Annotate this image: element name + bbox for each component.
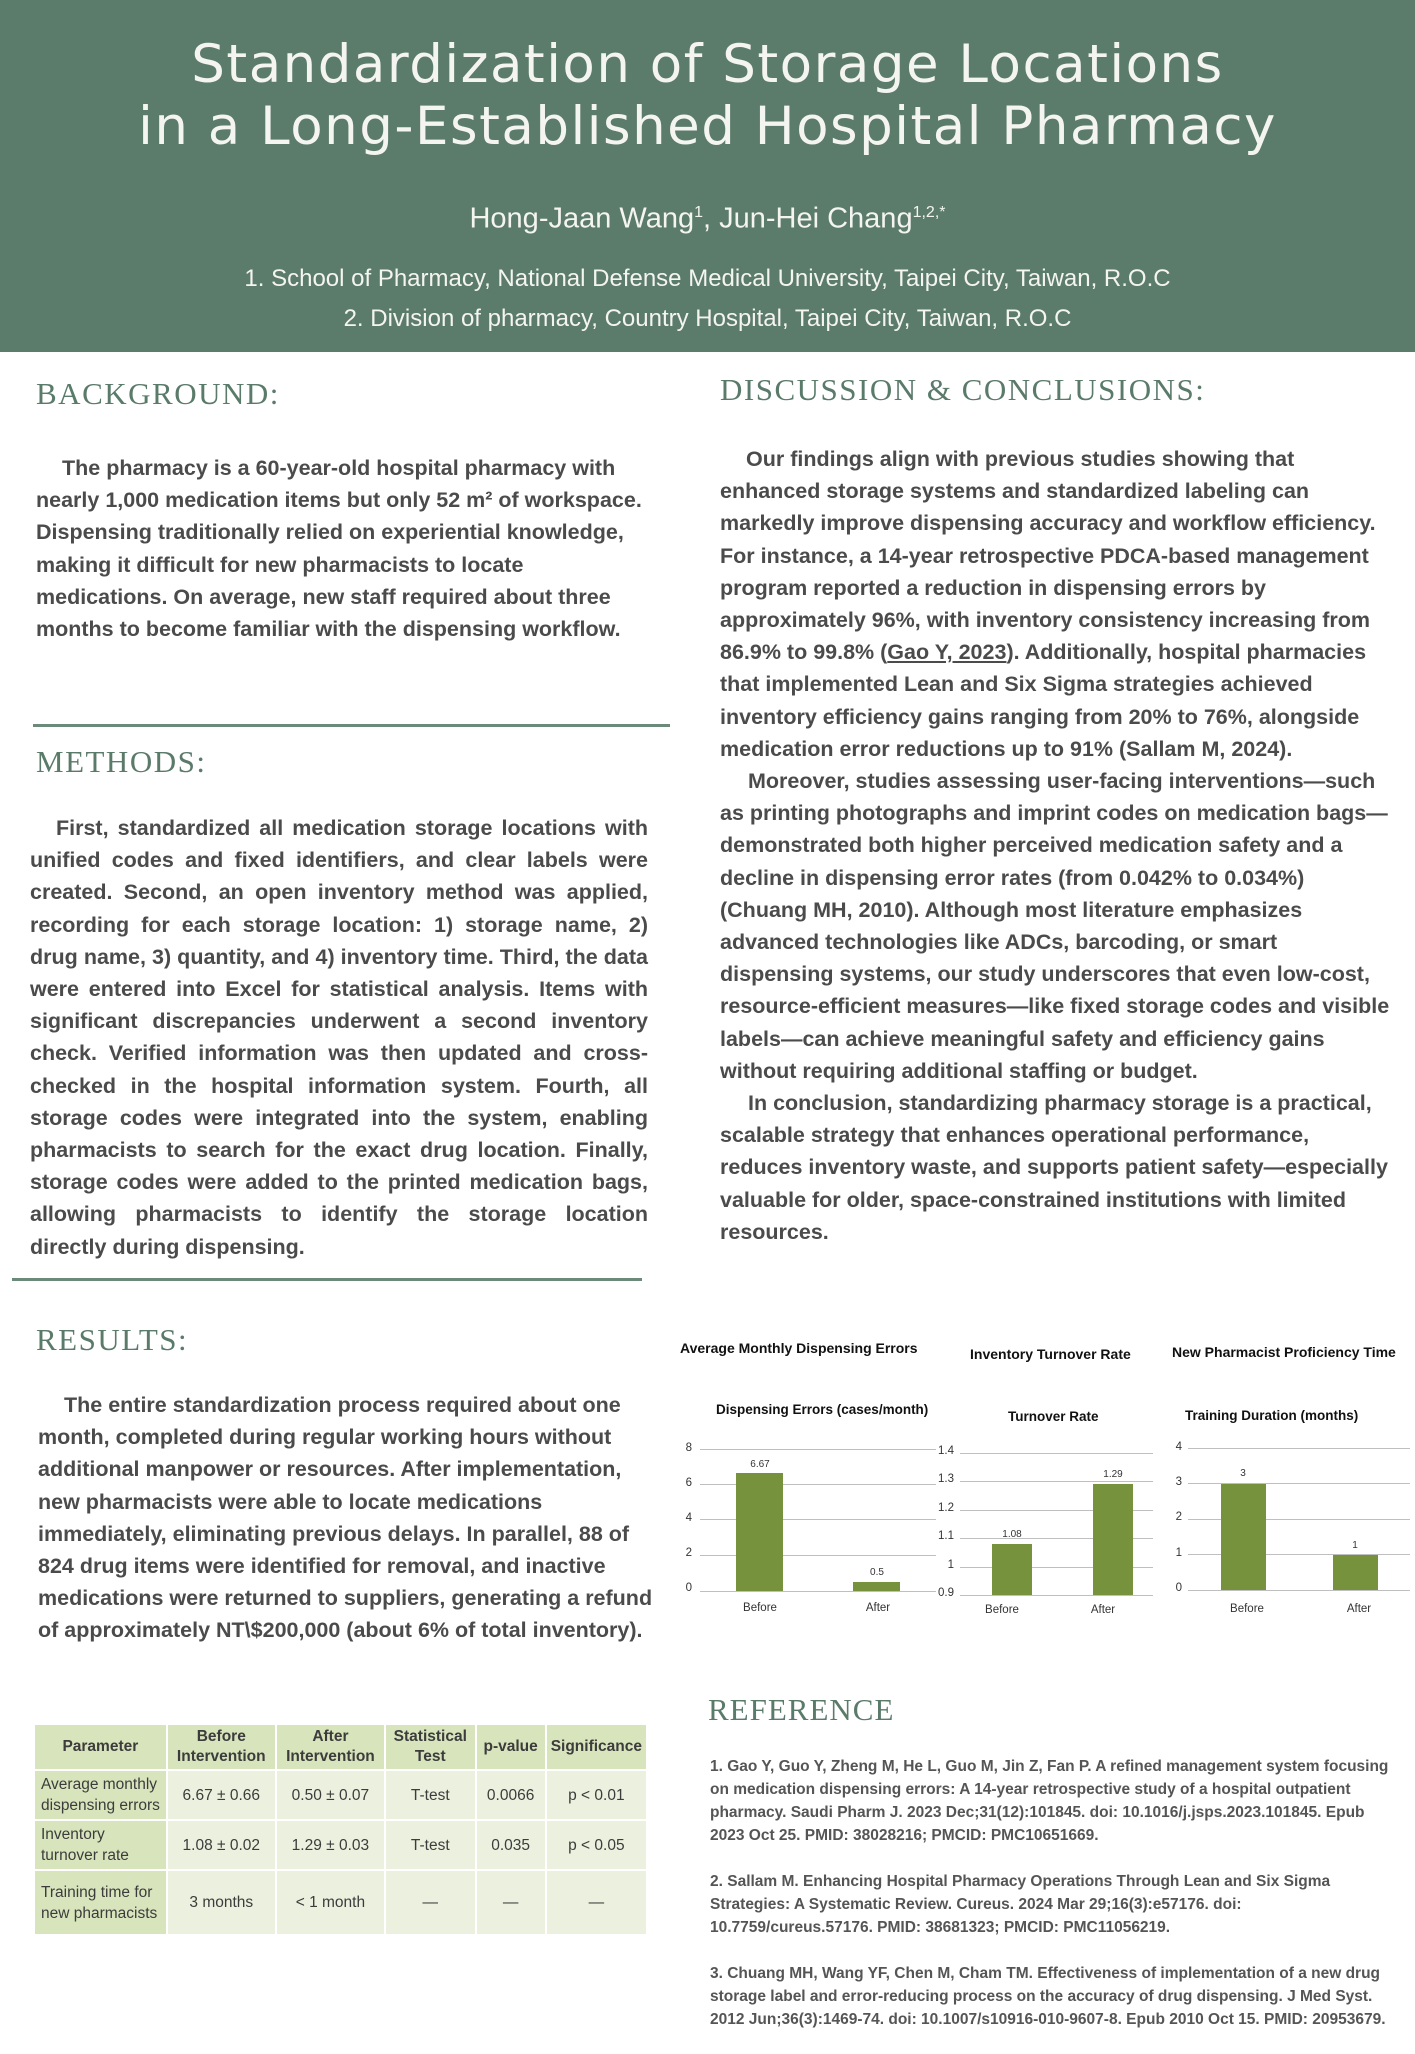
bar-after — [1333, 1555, 1378, 1590]
title-line-2: in a Long-Established Hospital Pharmacy — [138, 96, 1277, 157]
discussion-paragraph-1 — [720, 443, 1392, 765]
table-cell: Average monthly dispensing errors — [34, 1770, 167, 1820]
methods-text — [30, 812, 648, 1263]
section-divider — [12, 1278, 642, 1281]
table-row — [34, 1870, 647, 1935]
chart-title: Inventory Turnover Rate — [970, 1346, 1131, 1362]
chart-turnover-rate — [938, 1340, 1150, 1616]
table-cell: 0.0066 — [476, 1770, 546, 1820]
plot-area — [960, 1453, 1153, 1596]
chart-dispensing-errors — [680, 1340, 935, 1614]
chart-subtitle: Turnover Rate — [1008, 1409, 1099, 1424]
affiliation-2: 2. Division of pharmacy, Country Hospital, Taipei City, Taiwan, R.O.C — [343, 305, 1072, 332]
author-1: Hong-Jaan Wang — [469, 202, 695, 235]
bar-before — [1221, 1484, 1266, 1590]
x-label: After — [1346, 1603, 1372, 1615]
table-header: Parameter — [34, 1724, 167, 1770]
poster-header — [0, 0, 1415, 352]
x-label: After — [1090, 1604, 1116, 1616]
section-divider — [33, 724, 670, 727]
reference-list — [710, 1755, 1390, 2054]
x-label: Before — [1230, 1603, 1264, 1615]
y-tick: 1 — [947, 1559, 954, 1571]
bar-before — [992, 1544, 1032, 1595]
bar-after — [853, 1582, 900, 1591]
author-1-affiliation: 1 — [694, 204, 703, 221]
y-tick: 1.1 — [938, 1530, 954, 1542]
table-cell: Inventory turnover rate — [34, 1820, 167, 1870]
chart-subtitle: Training Duration (months) — [1185, 1408, 1359, 1423]
table-cell: < 1 month — [276, 1870, 385, 1935]
reference-item: 3. Chuang MH, Wang YF, Chen M, Cham TM. Effectiveness of implementation of a new drug storage label and error-reducing process on the accuracy of drug dispensing. J Med Syst. 2012 Jun;36(3):1469-74. doi: 10.1007/s10916-010-9607-8. Epub 2010 Oct 15. PMID: 20953679. — [710, 1965, 1386, 2028]
table-cell: p < 0.01 — [546, 1770, 647, 1820]
chart-training-duration — [1172, 1340, 1412, 1615]
gridline — [960, 1453, 1153, 1454]
y-tick: 6 — [685, 1477, 692, 1489]
table-cell: p < 0.05 — [546, 1820, 647, 1870]
results-paragraph: The entire standardization process required about one month, completed during regular working hours without additional manpower or resources. After implementation, new pharmacists were able to locate medications immediately, eliminating previous delays. In parallel, 88 of 824 drug items were identified for removal, and inactive medications were returned to suppliers, generating a refund of approximately NT\$200,000 (about 6% of total inventory). — [38, 1393, 653, 1643]
chart-title: Average Monthly Dispensing Errors — [680, 1340, 918, 1356]
author-separator: , — [703, 202, 720, 235]
background-paragraph: The pharmacy is a 60-year-old hospital pharmacy with nearly 1,000 medication items but only 52 m² of workspace. Dispensing traditionally relied on experiential knowledge, making it difficult for new pharmacists to locate medications. On average, new staff required about three months to become familiar with the dispensing workflow. — [36, 456, 642, 642]
table-header: p-value — [476, 1724, 546, 1770]
y-tick: 4 — [685, 1512, 692, 1524]
table-header: After Intervention — [276, 1724, 385, 1770]
y-tick: 2 — [1175, 1511, 1182, 1523]
discussion-paragraph-3: In conclusion, standardizing pharmacy storage is a practical, scalable strategy that enhances operational performance, reduces inventory waste, and supports patient safety—especially valuable for older, space-constrained institutions with limited resources. — [720, 1091, 1388, 1244]
gridline — [1188, 1448, 1410, 1449]
table-cell: 1.08 ± 0.02 — [167, 1820, 276, 1870]
chart-title: New Pharmacist Proficiency Time — [1172, 1344, 1396, 1360]
discussion-text — [720, 443, 1392, 1248]
author-2: Jun-Hei Chang — [719, 202, 913, 235]
citation-link-gao[interactable]: Gao Y, 2023 — [887, 640, 1007, 665]
table-cell: T-test — [385, 1820, 476, 1870]
bar-value-label: 6.67 — [750, 1459, 770, 1470]
authors — [0, 195, 1415, 237]
y-tick: 3 — [1175, 1476, 1182, 1488]
bar-value-label: 1.08 — [1002, 1529, 1022, 1540]
poster-title — [0, 34, 1415, 158]
table-cell: 3 months — [167, 1870, 276, 1935]
table-header: Statistical Test — [385, 1724, 476, 1770]
discussion-text-span: ). Additionally, hospital pharmacies that implemented Lean and Six Sigma strategies achieved inventory efficiency gains ranging from 20% to 76%, alongside medication error reductions up to 91% (Sallam M, 2024). — [720, 640, 1367, 761]
table-header: Significance — [546, 1724, 647, 1770]
bar-after — [1093, 1484, 1133, 1595]
title-line-1: Standardization of Storage Locations — [191, 34, 1224, 95]
results-title: RESULTS: — [36, 1322, 189, 1357]
results-table — [33, 1723, 648, 1936]
background-text — [36, 452, 656, 645]
x-label: Before — [985, 1604, 1019, 1616]
gridline — [700, 1449, 936, 1450]
y-tick: 0 — [685, 1582, 692, 1594]
author-2-affiliation: 1,2,* — [912, 204, 946, 221]
reference-title: REFERENCE — [708, 1692, 895, 1727]
table-cell: 1.29 ± 0.03 — [276, 1820, 385, 1870]
x-label: After — [865, 1602, 891, 1614]
reference-item: 2. Sallam M. Enhancing Hospital Pharmacy Operations Through Lean and Six Sigma Strategies: A Systematic Review. Cureus. 2024 Mar 29;16(3):e57176. doi: 10.7759/cureus.57176. PMID: 38681323; PMCID: PMC11056219. — [710, 1873, 1331, 1936]
table-cell: 0.035 — [476, 1820, 546, 1870]
bar-value-label: 0.5 — [870, 1567, 884, 1578]
table-cell: Training time for new pharmacists — [34, 1870, 167, 1935]
plot-area — [700, 1449, 936, 1592]
bar-before — [736, 1473, 783, 1591]
y-tick: 4 — [1175, 1441, 1182, 1453]
y-tick: 8 — [685, 1442, 692, 1454]
table-row — [34, 1770, 647, 1820]
chart-subtitle: Dispensing Errors (cases/month) — [716, 1402, 929, 1417]
table-header-row — [34, 1724, 647, 1770]
bar-value-label: 1.29 — [1103, 1469, 1123, 1480]
methods-paragraph: First, standardized all medication storage locations with unified codes and fixed identifiers, and clear labels were created. Second, an open inventory method was applied, recording for each storage location: 1) storage name, 2) drug name, 3) quantity, and 4) inventory time. Third, the data were entered into Excel for statistical analysis. Items with significant discrepancies underwent a second inventory check. Verified information was then updated and cross-checked in the hospital information system. Fourth, all storage codes were integrated into the system, enabling pharmacists to search for the exact drug location. Finally, storage codes were added to the printed medication bags, allowing pharmacists to identify the storage location directly during dispensing. — [30, 816, 648, 1259]
table-header: Before Intervention — [167, 1724, 276, 1770]
discussion-paragraph-2: Moreover, studies assessing user-facing interventions—such as printing photographs and imprint codes on medication bags—demonstrated both higher perceived medication safety and a decline in dispensing error rates (from 0.042% to 0.034%) (Chuang MH, 2010). Although most literature emphasizes advanced technologies like ADCs, barcoding, or smart dispensing systems, our study underscores that even low-cost, resource-efficient measures—like fixed storage codes and visible labels—can achieve meaningful safety and efficiency gains without requiring additional staffing or budget. — [720, 769, 1390, 1083]
y-tick: 1.4 — [938, 1445, 954, 1457]
reference-item: 1. Gao Y, Guo Y, Zheng M, He L, Guo M, Jin Z, Fan P. A refined management system focusing on medication dispensing errors: A 14-year retrospective study of a hospital outpatient pharmacy. Saudi Pharm J. 2023 Dec;31(12):101845. doi: 10.1016/j.jsps.2023.101845. Epub 2023 Oct 25. PMID: 38028216; PMCID: PMC10651669. — [710, 1758, 1389, 1844]
table-cell: T-test — [385, 1770, 476, 1820]
results-text — [38, 1389, 668, 1647]
gridline — [960, 1481, 1153, 1482]
y-tick: 1 — [1175, 1547, 1182, 1559]
table-cell: 6.67 ± 0.66 — [167, 1770, 276, 1820]
y-tick: 1.2 — [938, 1502, 954, 1514]
bar-value-label: 3 — [1240, 1468, 1246, 1479]
x-label: Before — [743, 1602, 777, 1614]
table-row — [34, 1820, 647, 1870]
table-cell: 0.50 ± 0.07 — [276, 1770, 385, 1820]
y-tick: 0 — [1175, 1582, 1182, 1594]
background-title: BACKGROUND: — [36, 376, 280, 411]
y-tick: 2 — [685, 1547, 692, 1559]
bar-value-label: 1 — [1352, 1540, 1358, 1551]
y-tick: 0.9 — [938, 1587, 954, 1599]
table-cell: — — [476, 1870, 546, 1935]
table-cell: — — [385, 1870, 476, 1935]
affiliation-1: 1. School of Pharmacy, National Defense Medical University, Taipei City, Taiwan, R.O.C — [244, 265, 1171, 292]
discussion-title: DISCUSSION & CONCLUSIONS: — [720, 372, 1206, 407]
table-cell: — — [546, 1870, 647, 1935]
plot-area — [1188, 1448, 1410, 1591]
y-tick: 1.3 — [938, 1473, 954, 1485]
discussion-text-span: Our findings align with previous studies showing that enhanced storage systems and standardized labeling can markedly improve dispensing accuracy and workflow efficiency. For instance, a 14-year retrospective PDCA-based management program reported a reduction in dispensing errors by approximately 96%, with inventory consistency increasing from 86.9% to 99.8% ( — [720, 447, 1376, 665]
methods-title: METHODS: — [36, 744, 207, 779]
